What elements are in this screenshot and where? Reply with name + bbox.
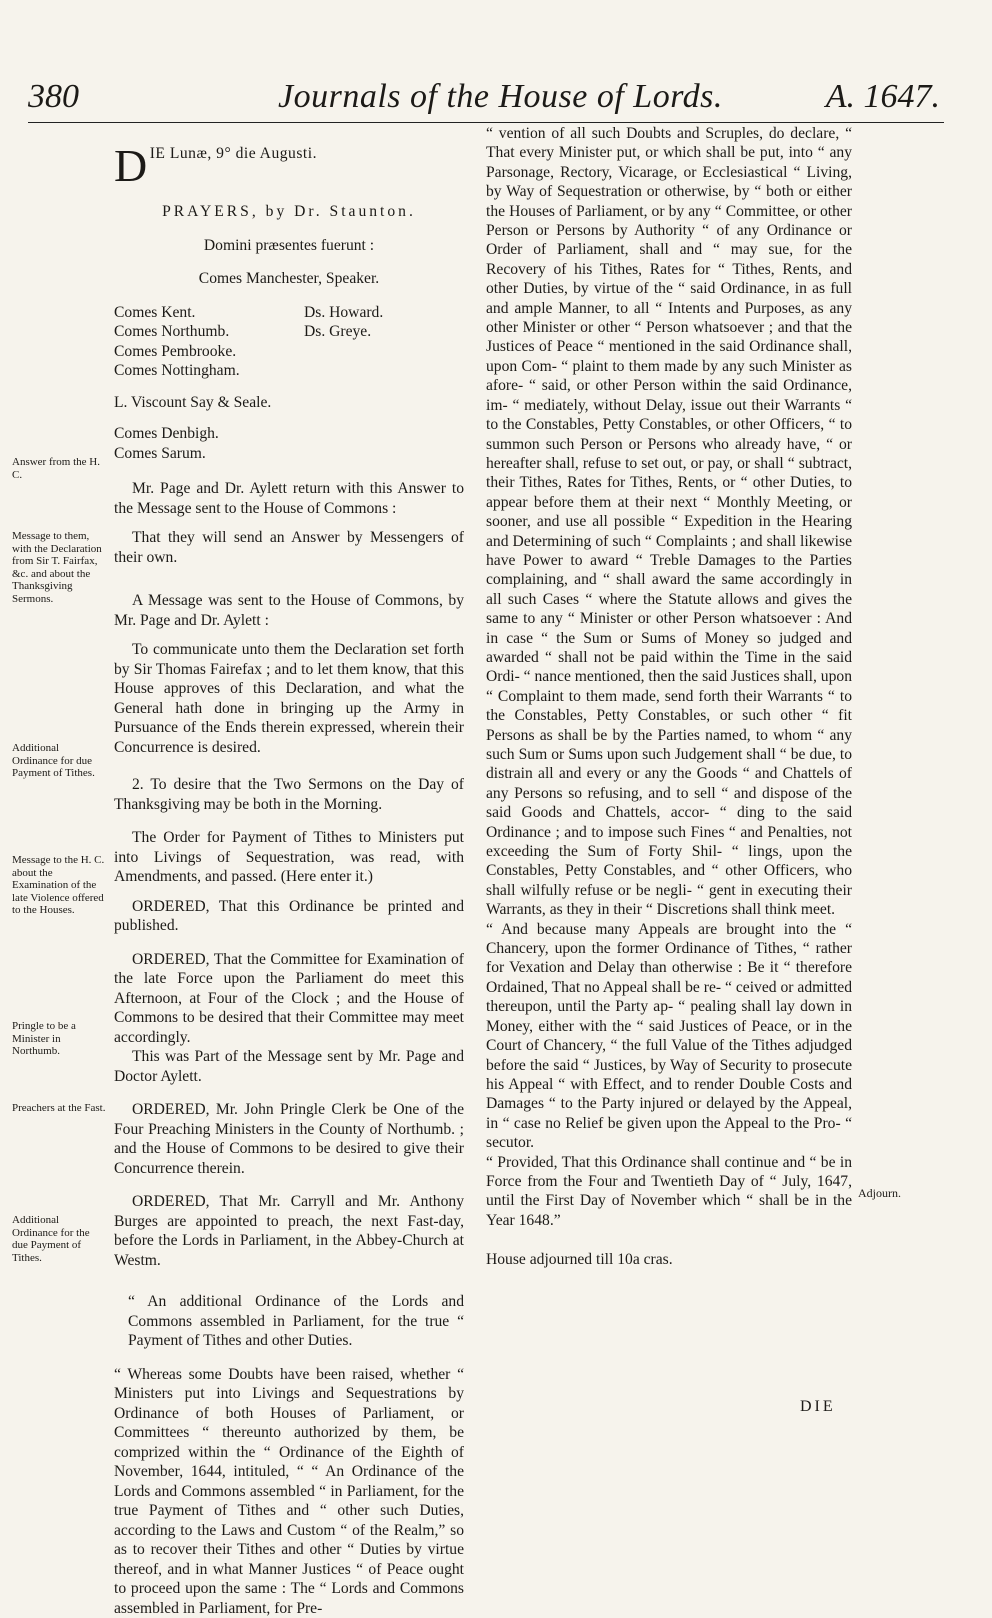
lords-list-2: [304, 303, 454, 381]
paragraph-pringle: ORDERED, Mr. John Pringle Clerk be One of the Four Preaching Ministers in the County of Northumb. ; and the House of Commons to be desired to give their Concurrence therein.: [114, 1100, 464, 1178]
running-title: Journals of the House of Lords.: [278, 78, 723, 116]
catchword: DIE: [800, 1398, 836, 1416]
paragraph-message-part: This was Part of the Message sent by Mr. Page and Doctor Aylett.: [114, 1047, 464, 1086]
header-rule: [28, 122, 944, 123]
lords-list-1: [114, 303, 304, 381]
date-text: IE Lunæ, 9° die Augusti.: [150, 145, 317, 162]
running-year: A. 1647.: [826, 78, 940, 116]
ordinance-appeals: “ And because many Appeals are brought into the “ Chancery, upon the former Ordinance of Tithes, “ rather for Vexation and Delay than otherwise : Be it “ therefore Ordained, That no Appeal shall be re- “ ceived or admitted thereupon, until the Party ap- “ pealing shall lay down in Money, either with the “ said Justices of Peace, or in the Court of Chancery, “ the full Value of the Tithes adjudged before the said “ Justices, by Way of Security to prosecute his Appeal “ with Effect, and to render Double Costs and Damages “ to the Party injured or delayed by the Appeal, in “ case no Relief be given upon the Appeal to the Pro- “ secutor.: [486, 920, 852, 1153]
lord-entry: Ds. Howard.: [304, 303, 454, 323]
ordinance-proviso: “ Provided, That this Ordinance shall continue and “ be in Force from the Four and Twentieth Day of “ July, 1647, until the First Day of November which “ shall be in the Year 1648.”: [486, 1153, 852, 1231]
margin-note-message-declaration: Message to them, with the Declaration from Sir T. Fairfax, &c. and about the Thanksgiving Sermons.: [12, 530, 106, 606]
paragraph-preachers: ORDERED, That Mr. Carryll and Mr. Anthony Burges are appointed to preach, the next Fast-day, before the Lords in Parliament, in the Abbey-Church at Westm.: [114, 1192, 464, 1270]
margin-note-answer: Answer from the H. C.: [12, 456, 106, 481]
lord-entry: Comes Pembrooke.: [114, 342, 304, 362]
margin-note-additional-ordinance-2: Additional Ordinance for the due Payment of Tithes.: [12, 1214, 106, 1264]
right-column: [486, 124, 852, 1270]
lord-entry: Comes Kent.: [114, 303, 304, 323]
drop-cap: D: [114, 146, 148, 186]
margin-note-preachers: Preachers at the Fast.: [12, 1102, 106, 1115]
paragraph-tithes-order: The Order for Payment of Tithes to Ministers put into Livings of Sequestration, was read, with Amendments, and passed. (Here enter it.): [114, 828, 464, 887]
margin-note-adjourn: Adjourn.: [858, 1186, 901, 1201]
paragraph-answer-body: That they will send an Answer by Messengers of their own.: [114, 528, 464, 567]
ordinance-declaration: “ vention of all such Doubts and Scruples, do declare, “ That every Minister put, or which shall be put, into “ any Parsonage, Rectory, Vicarage, or Ecclesiastical “ Living, by Way of Sequestration or otherwise, by “ both or either the Houses of Parliament, or by any “ Committee, or other Person or Persons by Authority “ of any Ordinance or Order of Parliament, shall and “ may sue, for the Recovery of his Tithes, Rates for “ Tithes, Rents, and other Duties, by virtue of the “ said Ordinance, in as full and ample Manner, to all “ Intents and Purposes, as any other Minister or other “ Person whatsoever ; and that the Justices of Peace “ mentioned in the said Ordinance shall, upon Com- “ plaint to them made by any such Minister as afore- “ said, or other Person within the said Ordinance, im- “ mediately, without Delay, issue out their Warrants “ to the Constables, Petty Constables, or other Officers, “ to summon such Person or Persons who already have, “ or hereafter shall, refuse to set out, or pay, or shall “ subtract, their Tithes, Rates for Tithes, Rents, or “ other Duties, to appear before them at their next “ Monthly Meeting, or sooner, and use all possible “ Expedition in the Hearing and Determining of such “ Complaints ; and shall likewise have Power to award “ Treble Damages to the Parties complaining, and “ shall award the same accordingly in all such Cases “ where the Statute allows and gives the same to any “ Minister or other Person whatsoever : And in case “ the Sum or Sums of Money so judged and awarded “ shall not be paid within the Time in the said Ordi- “ nance mentioned, then the said Justices shall, upon “ Complaint to them made, send forth their Warrants “ to the Constables, Petty Constables, or such other “ fit Persons as shall be by the Parties named, to whom “ any such Sum or Sums upon such Judgement shall “ be due, to distrain all and every or any the Goods “ and Chattels of any Persons so refusing, and to sell “ and dispose of the said Goods and Chattels, accor- “ ding to the said Ordinance ; and to impose such Fines “ and Penalties, not exceeding the Sum of Forty Shil- “ lings, upon the Constables, Petty Constables, and “ other Officers, who shall wilfully refuse or be negli- “ gent in executing their Warrants, as they in their “ Discretions shall think meet.: [486, 124, 852, 920]
margin-note-examination: Message to the H. C. about the Examination of the late Violence offered to the Houses.: [12, 854, 106, 917]
lord-entry: Comes Denbigh.: [114, 424, 464, 444]
paragraph-answer: Mr. Page and Dr. Aylett return with this Answer to the Message sent to the House of Commons :: [114, 479, 464, 518]
lords-list-3: [114, 424, 464, 463]
speaker-line: Comes Manchester, Speaker.: [114, 269, 464, 289]
date-line: [114, 130, 464, 164]
paragraph-ordered-print: ORDERED, That this Ordinance be printed and published.: [114, 897, 464, 936]
lords-present: [114, 303, 464, 381]
paragraph-sermons: 2. To desire that the Two Sermons on the Day of Thanksgiving may be both in the Morning.: [114, 775, 464, 814]
paragraph-message: A Message was sent to the House of Commons, by Mr. Page and Dr. Aylett :: [114, 591, 464, 630]
page-number: 380: [28, 78, 79, 116]
adjournment-line: House adjourned till 10a cras.: [486, 1250, 852, 1269]
lord-entry: Comes Nottingham.: [114, 361, 304, 381]
prayers-line: PRAYERS, by Dr. Staunton.: [114, 202, 464, 222]
ordinance-title: “ An additional Ordinance of the Lords and Commons assembled in Parliament, for the true “ Payment of Tithes and other Duties.: [114, 1292, 464, 1351]
viscount-line: L. Viscount Say & Seale.: [114, 393, 464, 413]
lord-entry: Comes Northumb.: [114, 322, 304, 342]
left-column: [114, 130, 464, 1618]
lord-entry: Comes Sarum.: [114, 444, 464, 464]
margin-note-pringle: Pringle to be a Minister in Northumb.: [12, 1020, 106, 1058]
ordinance-preamble: “ Whereas some Doubts have been raised, whether “ Ministers put into Livings and Sequestrations by Ordinance of both Houses of Parliament, or Committees “ thereunto authorized by them, be comprized within the “ Ordinance of the Eighth of November, 1644, intituled, “ “ An Ordinance of the Lords and Commons assembled “ in Parliament, for the true Payment of Tithes and “ other such Duties, according to the Laws and Custom “ of the Realm,” so as to recover their Tithes and other “ Duties by virtue thereof, and in what Manner Justices “ of Peace ought to proceed upon the same : The “ Lords and Commons assembled in Parliament, for Pre-: [114, 1365, 464, 1618]
margin-note-additional-ordinance: Additional Ordinance for due Payment of Tithes.: [12, 742, 106, 780]
paragraph-declaration: To communicate unto them the Declaration set forth by Sir Thomas Fairefax ; and to let them know, that this House approves of this Declaration, and what the General hath done in bringing up the Army in Pursuance of the Ends therein expressed, wherein their Concurrence is desired.: [114, 640, 464, 757]
lord-entry: Ds. Greye.: [304, 322, 454, 342]
domini-line: Domini præsentes fuerunt :: [114, 236, 464, 256]
paragraph-ordered-committee: ORDERED, That the Committee for Examination of the late Force upon the Parliament do meet this Afternoon, at Four of the Clock ; and the House of Commons to be desired that their Committee may meet accordingly.: [114, 950, 464, 1048]
